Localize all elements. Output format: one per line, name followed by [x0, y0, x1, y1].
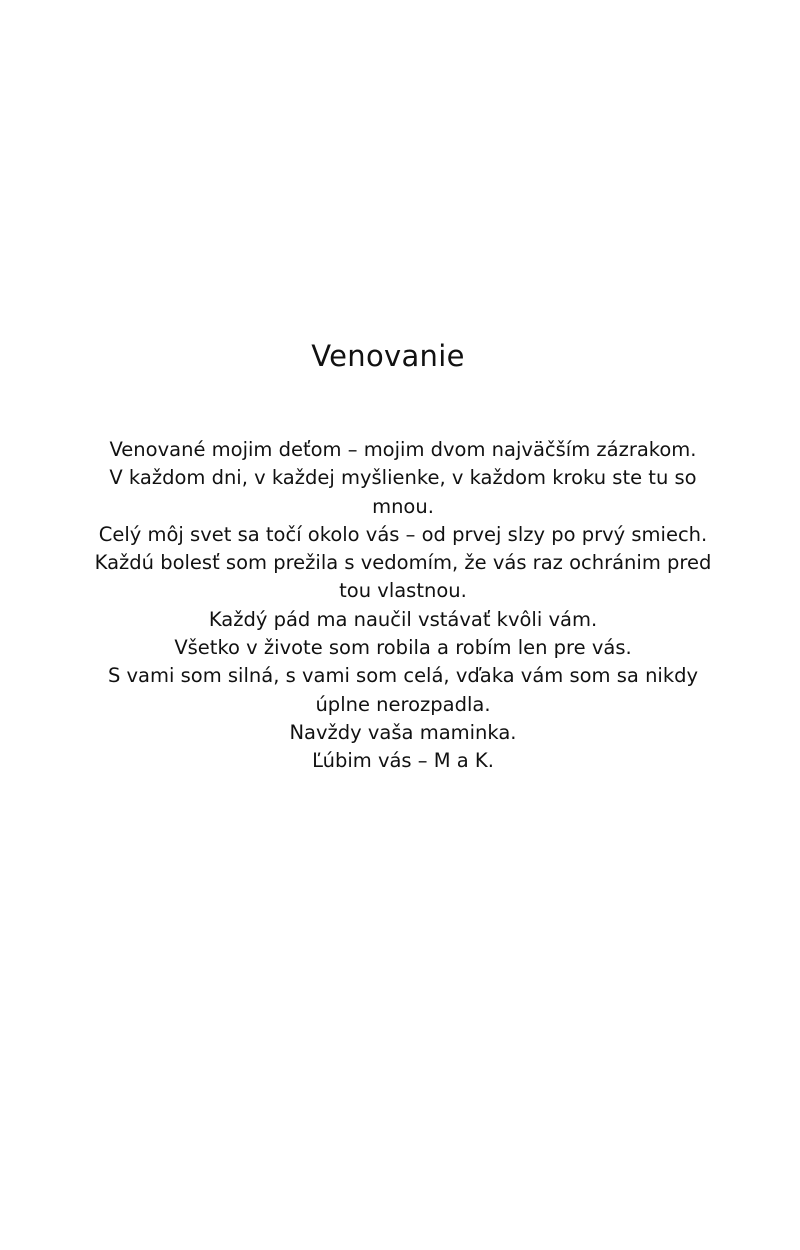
- dedication-text: [78, 436, 728, 776]
- dedication-line: Všetko v živote som robila a robím len pre vás.: [174, 636, 632, 660]
- dedication-line: V každom dni, v každej myšlienke, v každom kroku ste tu so mnou.: [109, 466, 697, 518]
- dedication-line: Každý pád ma naučil vstávať kvôli vám.: [208, 607, 598, 631]
- dedication-line: Celý môj svet sa točí okolo vás – od prvej slzy po prvý smiech.: [98, 522, 708, 546]
- page-title: Venovanie: [311, 339, 465, 373]
- dedication-line: Venované mojim deťom – mojim dvom najväčším zázrakom.: [109, 438, 697, 461]
- dedication-signature: Navždy vaša maminka.: [289, 720, 517, 744]
- dedication-line: Každú bolesť som prežila s vedomím, že vás raz ochránim pred tou vlastnou.: [94, 551, 712, 603]
- dedication-closing: Ľúbim vás – M a K.: [312, 749, 494, 773]
- dedication-line: S vami som silná, s vami som celá, vďaka vám som sa nikdy úplne nerozpadla.: [107, 664, 699, 716]
